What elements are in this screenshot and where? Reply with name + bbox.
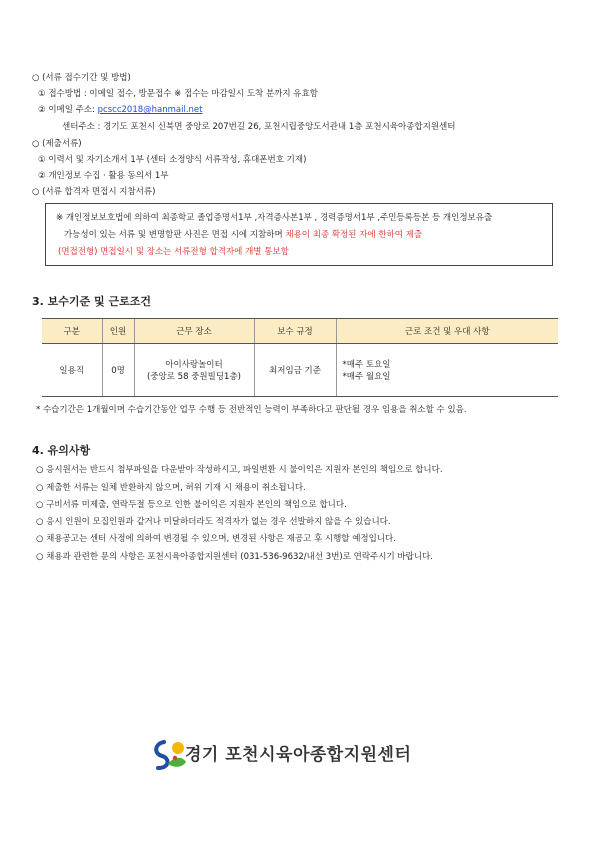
section-4-title: 4. 유의사항 xyxy=(32,444,91,457)
section-heading-submission-docs: ○ (제출서류) xyxy=(32,139,82,149)
header-type: 구분 xyxy=(42,319,102,344)
cell-pay: 최저임금 기준 xyxy=(254,344,336,397)
header-conditions: 근로 조건 및 우대 사항 xyxy=(336,319,558,344)
notice-line-2 xyxy=(64,229,422,241)
header-count: 인원 xyxy=(102,319,134,344)
header-pay: 보수 규정 xyxy=(254,319,336,344)
probation-footnote: * 수습기간은 1개월이며 수습기간동안 업무 수행 등 전반적인 능력이 부족하다고 판단될 경우 임용을 취소할 수 있음. xyxy=(36,405,467,415)
list-item: ○ 채용과 관련한 문의 사항은 포천시육아종합지원센터 (031-536-9632/내선 3번)로 연락주시기 바랍니다. xyxy=(36,552,433,562)
notice-line-1: ※ 개인정보보호법에 의하여 최종학교 졸업증명서1부 ,자격증사본1부 , 경력증명서1부 ,주민등록등본 등 개인정보유출 xyxy=(56,213,493,223)
notice-line-2-text: 가능성이 있는 서류 및 변명함판 사진은 면접 시에 지참하며 xyxy=(64,230,283,240)
notice-line-2-red-text: 채용이 최종 확정된 자에 한하여 제출 xyxy=(282,230,423,240)
notice-box xyxy=(45,203,553,266)
doc-resume: ① 이력서 및 자기소개서 1부 (센터 소정양식 서류작성, 휴대폰번호 기재) xyxy=(38,155,307,165)
doc-privacy-consent: ② 개인정보 수집 · 활용 동의서 1부 xyxy=(38,171,169,181)
header-place: 근무 장소 xyxy=(134,319,254,344)
notice-line-3: (면접전형) 면접일시 및 장소는 서류전형 합격자에 개별 통보함 xyxy=(58,247,289,257)
section-3-title: 3. 보수기준 및 근로조건 xyxy=(32,295,151,308)
table-header-row xyxy=(42,319,558,344)
application-method: ① 접수방법 : 이메일 접수, 방문접수 ※ 접수는 마감일시 도착 분까지 유효함 xyxy=(38,89,318,99)
section-heading-application-period: ○ (서류 접수기간 및 방법) xyxy=(32,73,131,83)
email-link[interactable]: pcscc2018@hanmail.net xyxy=(97,105,203,115)
table-row xyxy=(42,344,558,397)
condition-1: *매주 토요일 xyxy=(342,360,391,370)
list-item: ○ 구비서류 미제출, 연락두절 등으로 인한 불이익은 지원자 본인의 책임으로 합니다. xyxy=(36,500,347,510)
email-row xyxy=(38,104,202,116)
list-item: ○ 채용공고는 센터 사정에 의하여 변경될 수 있으며, 변경된 사항은 재공고 후 시행할 예정입니다. xyxy=(36,534,396,544)
place-address: (중앙로 58 중원빌딩1층) xyxy=(147,372,241,382)
list-item: ○ 응시원서는 반드시 첨부파일을 다운받아 작성하시고, 파일변환 시 불이익은 지원자 본인의 책임으로 합니다. xyxy=(36,465,443,475)
cell-place xyxy=(134,344,254,397)
cell-count: 0명 xyxy=(102,344,134,397)
place-name: 아이사랑놀이터 xyxy=(165,360,223,370)
list-item: ○ 응시 인원이 모집인원과 같거나 미달하더라도 적격자가 없는 경우 선발하지 않을 수 있습니다. xyxy=(36,517,391,527)
email-label: ② 이메일 주소: xyxy=(38,105,98,115)
section-heading-interview-docs: ○ (서류 합격자 면접시 지참서류) xyxy=(32,187,156,197)
center-logo-text: 경기 포천시육아종합지원센터 xyxy=(185,745,412,765)
center-address: 센터주소 : 경기도 포천시 신북면 중앙로 207번길 26, 포천시립중앙도서관내 1층 포천시육아종합지원센터 xyxy=(62,122,456,132)
list-item: ○ 제출한 서류는 일체 반환하지 않으며, 허위 기재 시 채용이 취소됩니다. xyxy=(36,483,306,493)
condition-2: *매주 월요일 xyxy=(342,372,391,382)
cell-conditions xyxy=(336,344,558,397)
cell-type: 일용직 xyxy=(42,344,102,397)
work-conditions-table xyxy=(42,318,558,397)
